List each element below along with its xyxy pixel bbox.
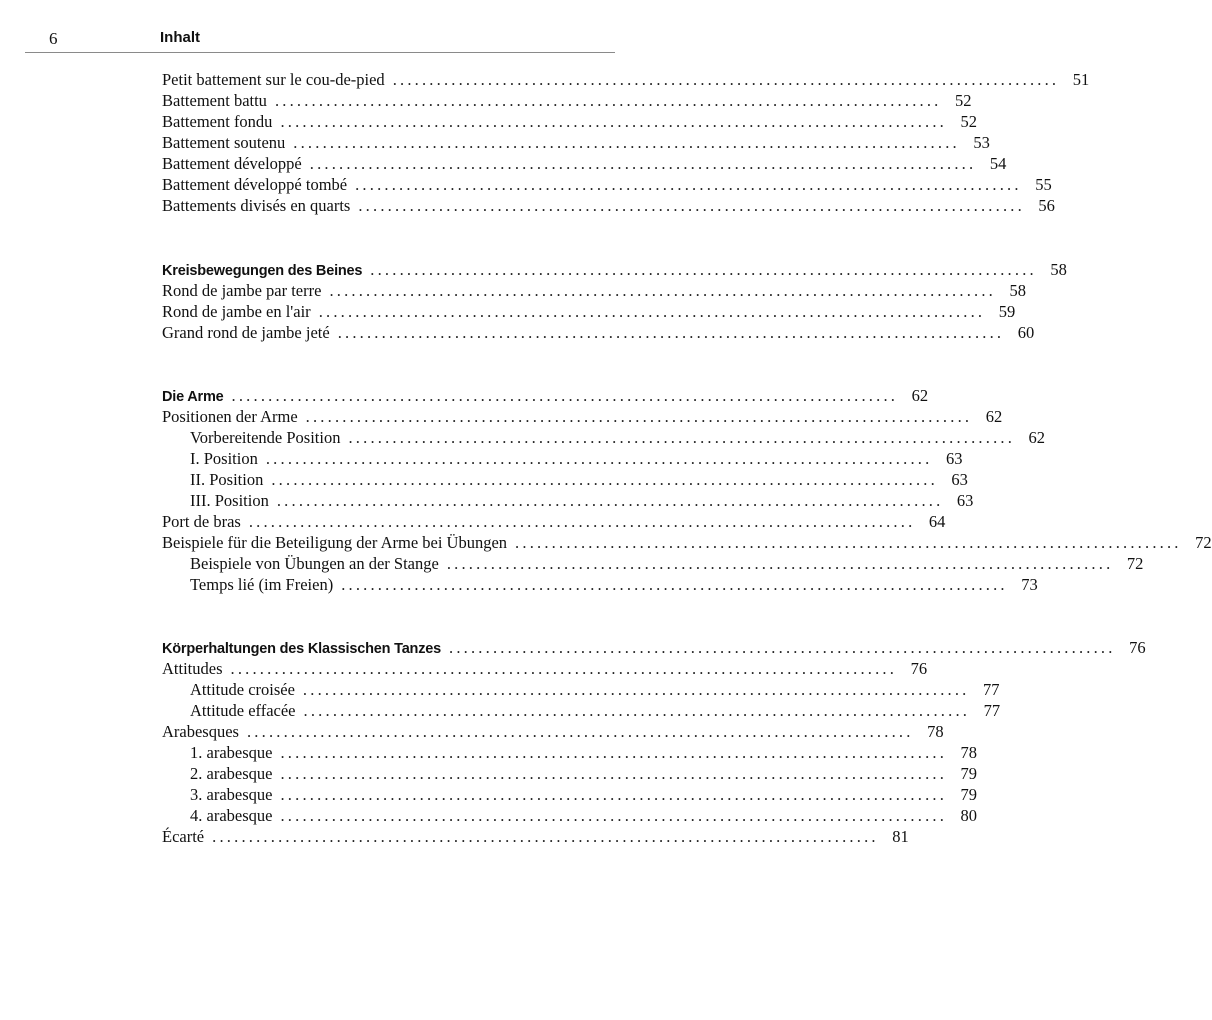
toc-entry-page: 78	[960, 743, 978, 762]
toc-subentry	[190, 469, 968, 490]
toc-subentry	[190, 700, 1001, 721]
toc-leader-dots: ...........................................................................................	[248, 512, 916, 531]
page-header	[0, 0, 640, 54]
toc-entry-page: 79	[960, 764, 978, 783]
toc-leader-dots: ...........................................................................................	[276, 491, 944, 510]
toc-leader-dots: ...........................................................................................	[293, 133, 960, 152]
toc-entry-title: 4. arabesque	[190, 806, 273, 825]
toc-entry	[162, 111, 978, 132]
toc-leader-dots: ...........................................................................................	[370, 260, 1037, 279]
toc-entry-page: 55	[1035, 175, 1052, 194]
toc-leader-dots: ...........................................................................................	[230, 659, 898, 678]
toc-entry-page: 62	[911, 386, 929, 405]
toc-leader-dots: ...........................................................................................	[305, 407, 973, 426]
toc-entry-title: III. Position	[190, 491, 269, 510]
toc-leader-dots: ...........................................................................................	[358, 196, 1025, 215]
toc-section-heading-title: Kreisbewegungen des Beines	[162, 263, 363, 279]
toc-entry-page: 52	[960, 112, 978, 131]
toc-entry-title: Attitude croisée	[190, 680, 295, 699]
toc-entry-page: 79	[960, 785, 978, 804]
toc-entry-page: 63	[951, 470, 968, 489]
toc-entry-title: 2. arabesque	[190, 764, 273, 783]
toc-entry-page: 62	[1028, 428, 1046, 447]
toc-entry	[162, 658, 928, 679]
toc-entry-page: 64	[928, 512, 946, 531]
toc-entry-title: Écarté	[162, 827, 205, 846]
toc-subentry	[190, 763, 978, 784]
header-rule	[25, 52, 615, 53]
toc-entry-title: Attitudes	[162, 659, 223, 678]
toc-leader-dots: ...........................................................................................	[392, 70, 1060, 89]
toc-leader-dots: ...........................................................................................	[271, 470, 938, 489]
toc-entry	[162, 721, 944, 742]
toc-entry-title: I. Position	[190, 449, 258, 468]
toc-entry-title: Positionen der Arme	[162, 407, 298, 426]
toc-entry	[162, 195, 1055, 216]
toc-entry-title: Petit battement sur le cou-de-pied	[162, 70, 385, 89]
toc-entry	[162, 301, 1016, 322]
toc-leader-dots: ...........................................................................................	[302, 680, 970, 699]
toc-entry-page: 58	[1050, 260, 1067, 279]
toc-entry-page: 77	[983, 701, 1001, 720]
toc-entry-page: 72	[1195, 533, 1212, 552]
toc-entry-page: 76	[1129, 638, 1146, 657]
toc-entry-page: 77	[983, 680, 1000, 699]
toc-subentry	[190, 742, 978, 763]
toc-leader-dots: ...........................................................................................	[274, 91, 942, 110]
toc-entry	[162, 132, 990, 153]
toc-entry-page: 52	[955, 91, 972, 110]
toc-entry-page: 60	[1017, 323, 1035, 342]
toc-entry-title: Battement fondu	[162, 112, 273, 131]
toc-section-heading-title: Körperhaltungen des Klassischen Tanzes	[162, 641, 441, 657]
toc-entry-page: 78	[927, 722, 944, 741]
toc-entry-page: 73	[1021, 575, 1038, 594]
toc-entry-title: Battement développé	[162, 154, 302, 173]
toc-entry-page: 80	[960, 806, 978, 825]
toc-entry-title: Attitude effacée	[190, 701, 296, 720]
toc-subentry	[190, 448, 963, 469]
toc-entry-title: Battement battu	[162, 91, 267, 110]
toc-entry-page: 56	[1038, 196, 1055, 215]
toc-entry	[162, 69, 1090, 90]
toc-entry-page: 63	[956, 491, 974, 510]
toc-entry	[162, 532, 1212, 553]
toc-subentry	[190, 805, 978, 826]
toc-entry	[162, 174, 1052, 195]
toc-leader-dots: ...........................................................................................	[280, 806, 948, 825]
toc-subentry	[190, 784, 978, 805]
toc-entry-title: Beispiele von Übungen an der Stange	[190, 554, 439, 573]
toc-entry	[162, 322, 1035, 343]
toc-entry	[162, 406, 1003, 427]
toc-section-heading	[162, 385, 929, 406]
toc-entry-title: Beispiele für die Beteiligung der Arme bei Übungen	[162, 533, 508, 552]
toc-leader-dots: ...........................................................................................	[303, 701, 971, 720]
toc-leader-dots: ...........................................................................................	[337, 323, 1005, 342]
toc-entry-page: 51	[1072, 70, 1090, 89]
toc-entry-title: Vorbereitende Position	[190, 428, 341, 447]
toc-entry-title: Temps lié (im Freien)	[190, 575, 334, 594]
toc-leader-dots: ...........................................................................................	[446, 554, 1114, 573]
toc-section-heading	[162, 637, 1146, 658]
toc-entry-page: 81	[892, 827, 909, 846]
toc-entry	[162, 153, 1007, 174]
toc-entry-title: Battements divisés en quarts	[162, 196, 351, 215]
toc-entry-title: Grand rond de jambe jeté	[162, 323, 330, 342]
toc-entry	[162, 511, 946, 532]
toc-subentry	[190, 679, 1000, 700]
toc-leader-dots: ...........................................................................................	[265, 449, 933, 468]
toc-subentry	[190, 427, 1046, 448]
toc-entry-page: 63	[945, 449, 963, 468]
toc-entry-title: Battement développé tombé	[162, 175, 348, 194]
toc-section-heading	[162, 259, 1067, 280]
toc-leader-dots: ...........................................................................................	[280, 743, 948, 762]
toc-entry-page: 76	[910, 659, 928, 678]
toc-leader-dots: ...........................................................................................	[355, 175, 1022, 194]
toc-entry-title: Battement soutenu	[162, 133, 286, 152]
toc-leader-dots: ...........................................................................................	[231, 386, 899, 405]
toc-entry-title: Rond de jambe en l'air	[162, 302, 311, 321]
toc-leader-dots: ...........................................................................................	[309, 154, 977, 173]
toc-entry	[162, 90, 972, 111]
toc-entry	[162, 826, 909, 847]
toc-entry-page: 62	[985, 407, 1003, 426]
toc-subentry	[190, 574, 1038, 595]
toc-entry-page: 58	[1009, 281, 1027, 300]
toc-entry-page: 72	[1126, 554, 1144, 573]
toc-leader-dots: ...........................................................................................	[280, 112, 948, 131]
toc-leader-dots: ...........................................................................................	[341, 575, 1008, 594]
toc-entry-title: Port de bras	[162, 512, 241, 531]
toc-leader-dots: ...........................................................................................	[212, 827, 879, 846]
toc-entry-title: Rond de jambe par terre	[162, 281, 322, 300]
toc-entry-page: 54	[989, 154, 1007, 173]
page-number: 6	[49, 29, 58, 48]
toc-leader-dots: ...........................................................................................	[246, 722, 914, 741]
toc-entry-title: 1. arabesque	[190, 743, 273, 762]
running-head-title: Inhalt	[160, 29, 200, 46]
toc-subentry	[190, 553, 1144, 574]
toc-entry	[162, 280, 1027, 301]
toc-entry-page: 59	[998, 302, 1016, 321]
toc-entry-title: II. Position	[190, 470, 264, 489]
toc-leader-dots: ...........................................................................................	[318, 302, 986, 321]
toc-subentry	[190, 490, 974, 511]
toc-section-heading-title: Die Arme	[162, 389, 224, 405]
toc-leader-dots: ...........................................................................................	[515, 533, 1182, 552]
toc-leader-dots: ...........................................................................................	[280, 785, 948, 804]
toc-leader-dots: ...........................................................................................	[280, 764, 948, 783]
toc-leader-dots: ...........................................................................................	[329, 281, 997, 300]
toc-entry-page: 53	[973, 133, 990, 152]
toc-leader-dots: ...........................................................................................	[449, 638, 1116, 657]
toc-leader-dots: ...........................................................................................	[348, 428, 1016, 447]
toc-entry-title: 3. arabesque	[190, 785, 273, 804]
toc-entry-title: Arabesques	[162, 722, 239, 741]
